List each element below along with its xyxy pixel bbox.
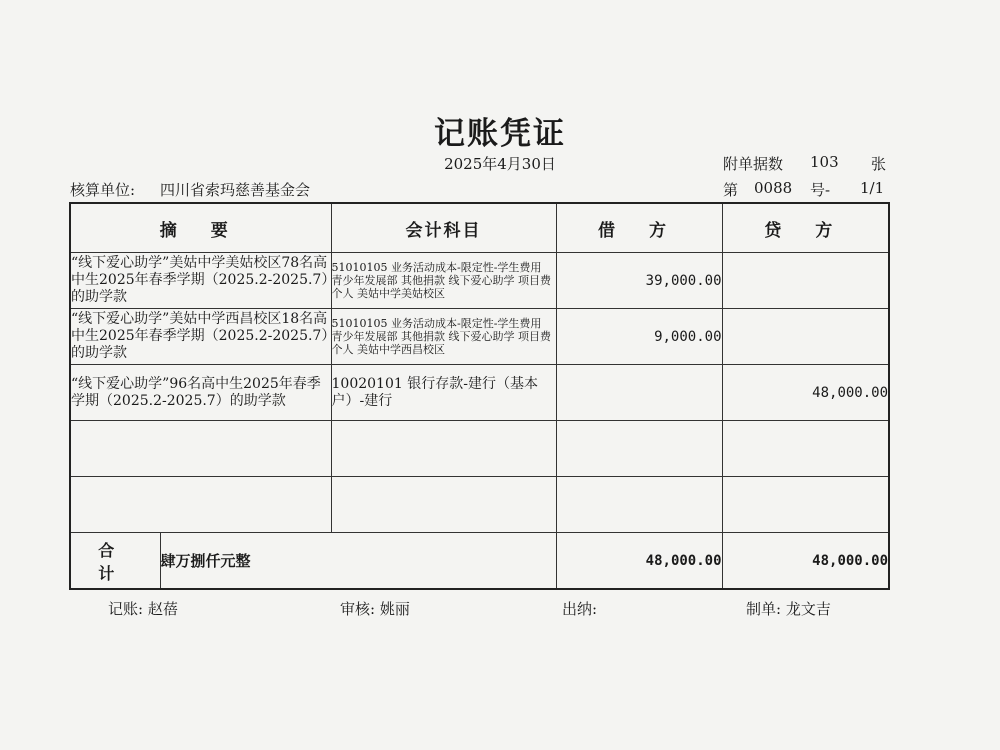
attachments-label: 附单据数 bbox=[723, 155, 784, 173]
entry-row bbox=[70, 253, 889, 309]
entry-account: 51010105 业务活动成本-限定性-学生费用 青少年发展部 其他捐款 线下爱心助学 项目费 个人 美姑中学美姑校区 bbox=[331, 253, 556, 309]
voucher-no-prefix: 第 bbox=[723, 181, 739, 199]
header-summary: 摘 要 bbox=[70, 203, 331, 253]
total-debit: 48,000.00 bbox=[556, 533, 722, 590]
entry-summary: “线下爱心助学”美姑中学西昌校区18名高中生2025年春季学期（2025.2-2025.7）的助学款 bbox=[70, 309, 331, 365]
header-account: 会计科目 bbox=[331, 203, 556, 253]
entry-credit bbox=[722, 309, 889, 365]
voucher-title: 记账凭证 bbox=[434, 116, 566, 152]
entry-summary: “线下爱心助学”美姑中学美姑校区78名高中生2025年春季学期（2025.2-2025.7）的助学款 bbox=[70, 253, 331, 309]
entry-summary bbox=[70, 421, 331, 477]
entry-row bbox=[70, 309, 889, 365]
accounting-unit-name: 四川省索玛慈善基金会 bbox=[160, 181, 311, 199]
entry-summary: “线下爱心助学”96名高中生2025年春季学期（2025.2-2025.7）的助学款 bbox=[70, 365, 331, 421]
bookkeeper-signature: 记账: 赵蓓 bbox=[108, 600, 178, 618]
voucher-number: 0088 bbox=[754, 179, 793, 197]
header-debit: 借 方 bbox=[556, 203, 722, 253]
reviewer-signature: 审核: 姚丽 bbox=[340, 600, 410, 618]
voucher-date: 2025年4月30日 bbox=[444, 155, 556, 173]
entry-credit bbox=[722, 421, 889, 477]
entry-account bbox=[331, 477, 556, 533]
entry-debit: 9,000.00 bbox=[556, 309, 722, 365]
header-credit: 贷 方 bbox=[722, 203, 889, 253]
voucher-table bbox=[69, 202, 890, 590]
entry-debit bbox=[556, 477, 722, 533]
entry-account bbox=[331, 421, 556, 477]
entry-credit bbox=[722, 477, 889, 533]
voucher-no-suffix: 号- bbox=[810, 181, 831, 199]
entry-summary bbox=[70, 477, 331, 533]
entry-credit bbox=[722, 253, 889, 309]
attachments-unit: 张 bbox=[871, 155, 887, 173]
total-credit: 48,000.00 bbox=[722, 533, 889, 590]
entry-row bbox=[70, 365, 889, 421]
total-label: 合 计 bbox=[70, 533, 160, 590]
entry-debit: 39,000.00 bbox=[556, 253, 722, 309]
entry-account: 51010105 业务活动成本-限定性-学生费用 青少年发展部 其他捐款 线下爱心助学 项目费 个人 美姑中学西昌校区 bbox=[331, 309, 556, 365]
preparer-signature: 制单: 龙文吉 bbox=[746, 600, 831, 618]
cashier-signature: 出纳: bbox=[562, 600, 598, 618]
total-amount-words: 肆万捌仟元整 bbox=[160, 533, 556, 590]
header-row bbox=[70, 203, 889, 253]
entry-row bbox=[70, 477, 889, 533]
entry-row bbox=[70, 421, 889, 477]
attachments-count: 103 bbox=[810, 153, 839, 171]
entry-credit: 48,000.00 bbox=[722, 365, 889, 421]
voucher-page: 1/1 bbox=[860, 179, 885, 197]
entry-debit bbox=[556, 421, 722, 477]
total-row bbox=[70, 533, 889, 590]
accounting-unit-label: 核算单位: bbox=[70, 181, 136, 199]
entry-account: 10020101 银行存款-建行（基本户）-建行 bbox=[331, 365, 556, 421]
entry-debit bbox=[556, 365, 722, 421]
